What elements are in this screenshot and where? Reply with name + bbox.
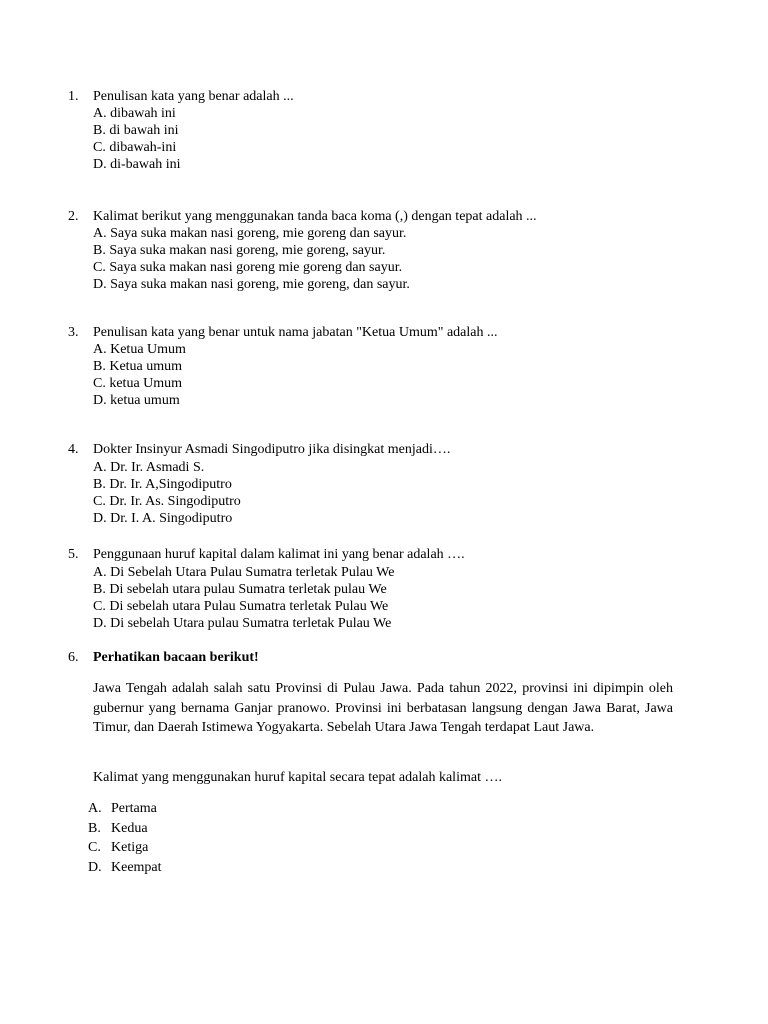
question-text: Penulisan kata yang benar untuk nama jabatan "Ketua Umum" adalah ...: [93, 325, 498, 340]
option-a: [88, 799, 388, 819]
option-b: B. Di sebelah utara pulau Sumatra terletak pulau We: [93, 582, 387, 597]
question-3: [68, 324, 678, 409]
question-number: 1.: [68, 89, 79, 104]
option-list: [93, 341, 678, 409]
question-prompt: Kalimat yang menggunakan huruf kapital secara tepat adalah kalimat ….: [93, 770, 502, 785]
question-6: [68, 649, 678, 666]
option-c: C. ketua Umum: [93, 376, 183, 391]
option-b: B. Ketua umum: [93, 359, 183, 374]
option-d: D. di-bawah ini: [93, 157, 181, 172]
option-d: D. Dr. I. A. Singodiputro: [93, 511, 233, 526]
option-a: A. Ketua Umum: [93, 342, 186, 357]
option-letter: B.: [88, 820, 101, 836]
option-c: C. Di sebelah utara Pulau Sumatra terletak Pulau We: [93, 599, 389, 614]
option-b: B. di bawah ini: [93, 123, 179, 138]
option-b: B. Dr. Ir. A,Singodiputro: [93, 477, 232, 492]
option-c: C. dibawah-ini: [93, 140, 177, 155]
option-c: [88, 838, 388, 858]
option-b: [88, 819, 388, 839]
question-text: Penggunaan huruf kapital dalam kalimat ini yang benar adalah ….: [93, 547, 465, 562]
option-list: [93, 225, 678, 293]
option-b: B. Saya suka makan nasi goreng, mie goreng, sayur.: [93, 243, 386, 258]
option-c: C. Dr. Ir. As. Singodiputro: [93, 494, 241, 509]
option-letter: D.: [88, 859, 102, 875]
question-2: [68, 208, 678, 293]
question-number: 4.: [68, 442, 79, 457]
reading-passage: Jawa Tengah adalah salah satu Provinsi di Pulau Jawa. Pada tahun 2022, provinsi ini dipimpin oleh gubernur yang bernama Ganjar pranowo. Provinsi ini berbatasan langsung dengan Jawa Barat, Jawa Timur, dan Daerah Istimewa Yogyakarta. Sebelah Utara Jawa Tengah terdapat Laut Jawa.: [93, 681, 673, 735]
question-1: [68, 88, 678, 173]
option-a: A. Saya suka makan nasi goreng, mie goreng dan sayur.: [93, 226, 407, 241]
option-list: [88, 799, 388, 877]
question-number: 5.: [68, 547, 79, 562]
question-heading: Perhatikan bacaan berikut!: [93, 650, 259, 665]
option-list: [93, 459, 678, 527]
option-d: D. Di sebelah Utara pulau Sumatra terletak Pulau We: [93, 616, 392, 631]
option-a: A. Dr. Ir. Asmadi S.: [93, 460, 205, 475]
question-number: 3.: [68, 325, 79, 340]
option-a: A. Di Sebelah Utara Pulau Sumatra terletak Pulau We: [93, 565, 395, 580]
option-d: D. Saya suka makan nasi goreng, mie goreng, dan sayur.: [93, 277, 410, 292]
question-5: [68, 546, 678, 632]
option-text: Ketiga: [111, 840, 149, 855]
option-text: Keempat: [111, 859, 162, 875]
question-number: 6.: [68, 650, 79, 665]
option-a: A. dibawah ini: [93, 106, 176, 121]
option-text: Kedua: [111, 820, 148, 836]
option-c: C. Saya suka makan nasi goreng mie goreng dan sayur.: [93, 260, 403, 275]
question-4: [68, 441, 678, 527]
question-text: Penulisan kata yang benar adalah ...: [93, 89, 294, 104]
option-d: D. ketua umum: [93, 393, 180, 408]
option-list: [93, 564, 678, 632]
option-letter: A.: [88, 801, 102, 816]
option-d: [88, 858, 388, 878]
option-letter: C.: [88, 840, 101, 855]
question-number: 2.: [68, 209, 79, 224]
option-list: [93, 105, 678, 173]
option-text: Pertama: [111, 801, 157, 816]
question-text: Kalimat berikut yang menggunakan tanda baca koma (,) dengan tepat adalah ...: [93, 209, 537, 224]
question-text: Dokter Insinyur Asmadi Singodiputro jika disingkat menjadi….: [93, 442, 451, 457]
